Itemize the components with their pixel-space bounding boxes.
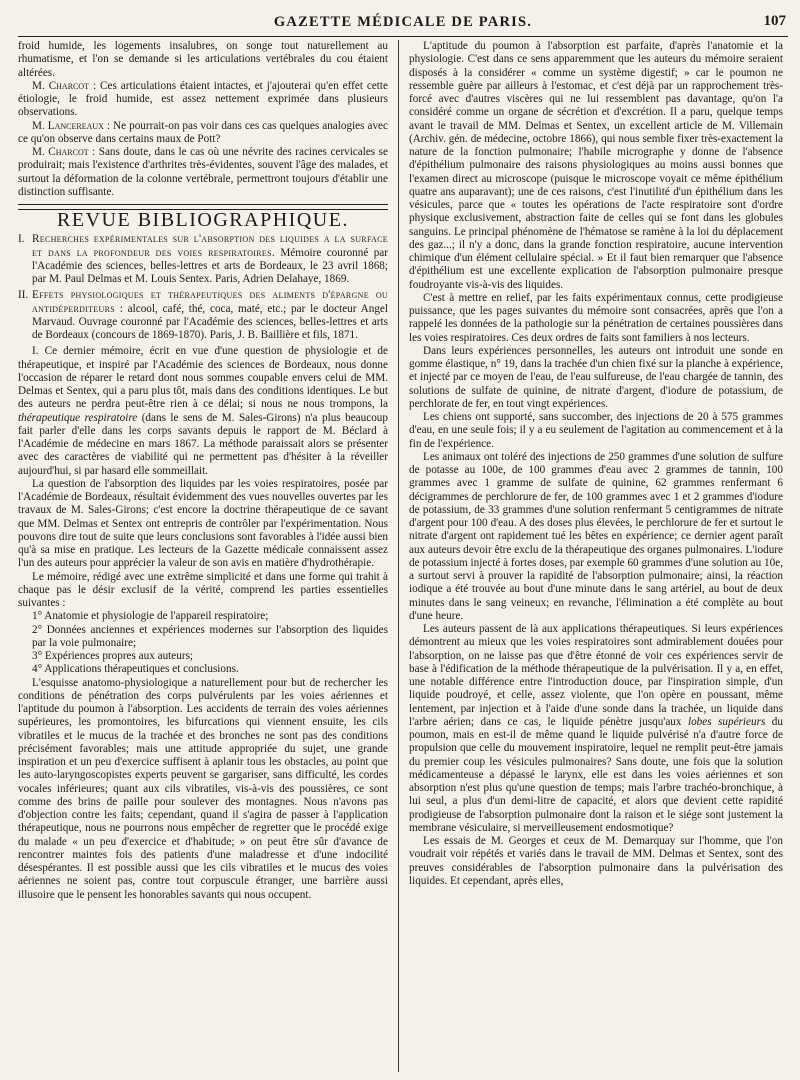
entry-details: Mémoire couronné par l'Académie des sciences, belles-lettres et arts de Bordeaux, le 23 avril 1868; par M. Paul Delmas et M. Louis Sentex. Paris, Adrien Delahaye, 1869. — [32, 246, 388, 285]
text-run: Les auteurs passent de là aux applications thérapeutiques. Si leurs expériences démontrent au mieux que les voies respiratoires sont admirablement douées pour l'absorption, on ne laisse pas que d'être étonné de voir ces expériences servir de base à l'édification de la méthode thérapeutique de la pulvérisation. Il y a, en effet, une notable différence entre l'introduction douce, par l'inspiration simple, d'un liquide poudroyé, et celle, assez violente, que l'on opère en poussant, même lentement, par injection et à l'aide d'une sonde dans la trachée, un liquide dans l'arbre aérien; dans ce cas, le liquide pénètre jusqu'aux — [409, 623, 783, 728]
list-item: 2° Données anciennes et expériences modernes sur l'absorption des liquides par la voie pulmonaire; — [32, 623, 388, 649]
entry-number: II. — [18, 289, 29, 302]
bibliography-entry — [18, 289, 388, 342]
paragraph: Dans leurs expériences personnelles, les auteurs ont introduit une sonde en gomme élastique, n° 19, dans la trachée d'un chien fixé sur la planche à expérience, et injecté par ce moyen de l'eau, de l'eau sulfureuse, de l'eau chargée de tannin, des solutions de sulfate de quinine, de nitrate d'argent, d'iodure de potassium, de perchlorate de fer, en tout vingt expériences. — [409, 344, 783, 410]
paragraph: Les essais de M. Georges et ceux de M. Demarquay sur l'homme, que l'on voudrait voir répétés et variés dans le travail de MM. Delmas et Sentex, sont des preuves considérables de l'absorption pulmonaire dans la pulvérisation des liquides. Et cependant, après elles, — [409, 835, 783, 887]
paragraph — [18, 80, 388, 120]
italic-term: thérapeutique respiratoire — [18, 411, 138, 424]
speaker-name: M. Lancereaux — [32, 119, 104, 132]
paragraph — [18, 146, 388, 199]
paragraph: Les animaux ont toléré des injections de 250 grammes d'une solution de sulfure de potasse au 100e, de 100 grammes d'eau avec 2 grammes de tannin, 100 grammes avec 1 gramme de sulfate de quinine, 62 grammes renfermant 6 décigrammes de perchlorure de fer, de 100 grammes avec 1 et 2 grammes d'iodure de potassium, de 33 grammes d'une solution renfermant 5 centigrammes de nitrate d'argent pour 100 d'eau. A des doses plus élevées, le perchlorure de fer et surtout le nitrate d'argent ont rapidement tué les bêtes en expérience; ce dernier agent paraît aux auteurs devoir être exclu de la thérapeutique des organes pulmonaires. L'iodure de potassium injecté à fortes doses, par exemple 60 grammes d'une solution au 10e, a surtout servi à prouver la rapidité de l'absorption pulmonaire; ainsi, la réaction iodique a été trouvée au bout d'une minute dans le sang artériel, au bout de deux minutes dans le sang veineux; en revanche, l'élimination a été complète au bout d'une heure. — [409, 450, 783, 622]
right-column — [409, 40, 783, 1074]
paragraph: L'esquisse anatomo-physiologique a naturellement pour but de rechercher les conditions de pénétration des corps pulvérulents par les voies aériennes et l'aptitude du poumon à l'absorption. Les accidents de terrain des voies aériennes supérieures, les promontoires, les bifurcations qui viennent ensuite, les cils vibratiles et le mucus de la trachée et des bronches ne sont pas des conditions précisément favorables; mais une attitude appropriée du sujet, une grande inspiration et un peu d'exercice suffisent à aplanir tous les obstacles, au point que les auto-laryngoscopistes experts peuvent se gargariser, sans difficulté, les cordes vocales inférieures; quant aux cils vibratiles, vis-à-vis des poussières, ce sont comme des brins de paille pour soulever des montagnes. Nous n'avons pas d'objection contre les faits; cependant, quand il s'agira de passer à l'application thérapeutique, nous ne pourrons nous empêcher de regretter que le procédé exige du malade « un peu d'exercice et d'habitude; » on peut être sûr d'avance de rencontrer maintes fois des patients d'une maladresse et d'une indocilité désespérantes. Il est possible aussi que les cils vibratiles et le mucus des voies aériennes ne soient pas, contre tout corpuscule étranger, une barrière aussi illusoire que le pensent les honorables savants qui nous occupent. — [18, 676, 388, 901]
running-header — [18, 6, 788, 37]
speech-text: : Ces articulations étaient intactes, et j'ajouterai qu'en effet cette étiologie, le froid humide, est assez nettement exprimée dans plusieurs observations. — [18, 79, 388, 119]
text-run: (dans le sens de M. Sales-Girons) n'a plus beaucoup fait parler d'elle dans les corps savants depuis le rapport de M. Béclard à l'Académie de médecine en mars 1867. La méthode paraissait alors se présenter avec des caractères de viabilité qui ne permettent pas d'hésiter à la réveiller aujourd'hui, si par hasard elle sommeillait. — [18, 411, 388, 477]
speech-text: : Sans doute, dans le cas où une névrite des racines cervicales se produirait; mais l'existence d'arthrites très-évidentes, souvent l'âge des malades, et surtout la déformation de la colonne vertébrale, permettront toujours d'établir une distinction suffisante. — [18, 146, 388, 198]
paragraph — [409, 623, 783, 835]
page-number: 107 — [763, 13, 786, 29]
entry-title: Recherches expérimentales sur l'absorption des liquides a la surface et dans la profondeur des voies respiratoires. — [32, 233, 388, 259]
paragraph: froid humide, les logements insalubres, on songe tout naturellement au rhumatisme, et l'on se demande si les articulations vertébrales du cou étaient altérées. — [18, 40, 388, 79]
journal-title: GAZETTE MÉDICALE DE PARIS. — [273, 14, 533, 30]
column-divider — [398, 40, 399, 1072]
speaker-name: M. Charcot — [32, 79, 90, 92]
paragraph — [18, 345, 388, 478]
entry-number: I. — [18, 233, 25, 246]
text-run: I. Ce dernier mémoire, écrit en vue d'une question de physiologie et de thérapeutique, et inspiré par l'Académie des sciences de Bordeaux, nous donne l'occasion de réparer le retard dont nous sommes coupable envers celui de MM. Delmas et Sentex, qui a paru plus tôt, mais dans des conditions identiques. Le but des auteurs ne perdra peut-être rien à ce délai; si nous ne nous trompons, la — [18, 345, 388, 411]
italic-term: lobes supérieurs — [687, 715, 766, 728]
paragraph — [18, 120, 388, 147]
paragraph: Les chiens ont supporté, sans succomber, des injections de 20 à 575 grammes d'eau, en une seule fois; il y a eu seulement de l'agitation au commencement et à la fin de l'expérience. — [409, 411, 783, 450]
paragraph: La question de l'absorption des liquides par les voies respiratoires, posée par l'Académie de Bordeaux, résultait évidemment des vues nouvelles ouvertes par les travaux de M. Sales-Girons; c'est encore la doctrine thérapeutique de ce savant que MM. Delmas et Sentex ont entrepris de contrôler par l'expérimentation. Nous pouvons dire tout de suite que leurs conclusions sont favorables à l'idée aussi bien qu'à sa mise en pratique. Les lecteurs de la Gazette médicale connaissent assez l'un des auteurs pour apprécier la valeur de son avis en matière d'hydrothérapie. — [18, 477, 388, 570]
text-run: du poumon, mais en est-il de même quand le liquide pulvérisé n'a d'autre force de propulsion que celle du mouvement inspiratoire, lequel ne remplit peut-être jamais du premier coup les vésicules pulmonaires? Sans doute, une fois que la solution médicamenteuse a dépassé le larynx, elle est dans les voies aériennes et son absorption n'est plus qu'une question de temps; mais l'arbre trachéo-bronchique, à lui seul, a plus d'un demi-litre de capacité, et alors que devient cette rapidité prodigieuse de l'absorption pulmonaire dont la raison et le siége sont justement la membrane vésiculaire, si merveilleusement endosmotique? — [409, 715, 783, 834]
list-item: 1° Anatomie et physiologie de l'appareil respiratoire; — [32, 610, 269, 623]
paragraph: C'est à mettre en relief, par les faits expérimentaux connus, cette prodigieuse puissance, que les pages suivantes du mémoire sont consacrées, après que l'on a rappelé les données de la pathologie sur la pénétration de certaines poussières dans les voies respiratoires. Ces deux ordres de faits sont familiers à nos lecteurs. — [409, 291, 783, 344]
bibliography-entry — [18, 233, 388, 286]
left-column — [18, 40, 388, 1074]
paragraph: L'aptitude du poumon à l'absorption est parfaite, d'après l'anatomie et la physiologie. C'est dans ce sens apparemment que les auteurs du mémoire seraient disposés à la considérer « comme un système digestif; » car le poumon ne ressemble guère par ailleurs à l'estomac, et c'est déjà par un rapprochement très-forcé avec d'autres viscères qui ne lui ressemblent pas davantage, qu'on l'a considéré comme un organe de sécrétion et d'excrétion. Il a paru, quelque temps avant le travail de MM. Delmas et Sentex, un excellent article de M. Villemain (Archiv. gén. de médecine, octobre 1866), qui nous semble fixer très-exactement la nature de la fonction pulmonaire; l'habile micrographe y donne de l'absence d'épithélium pulmonaire des raisons physiologiques au moins aussi bonnes que l'examen direct au microscope (puisque le microscope voyait ce même épithélium quatre ans auparavant); une de ces raisons, c'est l'inutilité d'un épithélium dans les vésicules, parce que « toutes les opérations de l'acte respiratoire sont d'ordre physique exclusivement, abstraction faite de celles qui se font dans les globules sanguins. Le principal phénomène de l'hématose se ramène à la loi du déplacement des gaz...; il n'y a donc, dans la grande fonction respiratoire, aucune intervention chimique d'un élément cellulaire spécial. » Et il faut bien remarquer que l'absence d'épithélium est une excellente explication de l'absorption pulmonaire presque foudroyante vis-à-vis des liquides. — [409, 40, 783, 291]
entry-title: Effets physiologiques et thérapeutiques des aliments d'épargne ou antidéperditeurs — [32, 289, 388, 315]
entry-details: : alcool, café, thé, coca, maté, etc.; par le docteur Angel Marvaud. Ouvrage couronné par l'Académie des sciences, belles-lettres et arts de Bordeaux (concours de 1869-1870). Paris, J. B. Baillière et fils, 1871. — [32, 302, 388, 341]
speech-text: : Ne pourrait-on pas voir dans ces cas quelques analogies avec ce qu'on observe dans certains maux de Pott? — [18, 119, 388, 145]
speaker-name: M. Charcot — [32, 146, 89, 158]
section-title: REVUE BIBLIOGRAPHIQUE. — [57, 209, 349, 231]
list-item: 4° Applications thérapeutiques et conclusions. — [32, 663, 239, 676]
list-item: 3° Expériences propres aux auteurs; — [32, 650, 194, 662]
paragraph: Le mémoire, rédigé avec une extrême simplicité et dans une forme qui trahit à chaque pas le désir exclusif de la vérité, comprend les parties essentielles suivantes : — [18, 570, 388, 609]
